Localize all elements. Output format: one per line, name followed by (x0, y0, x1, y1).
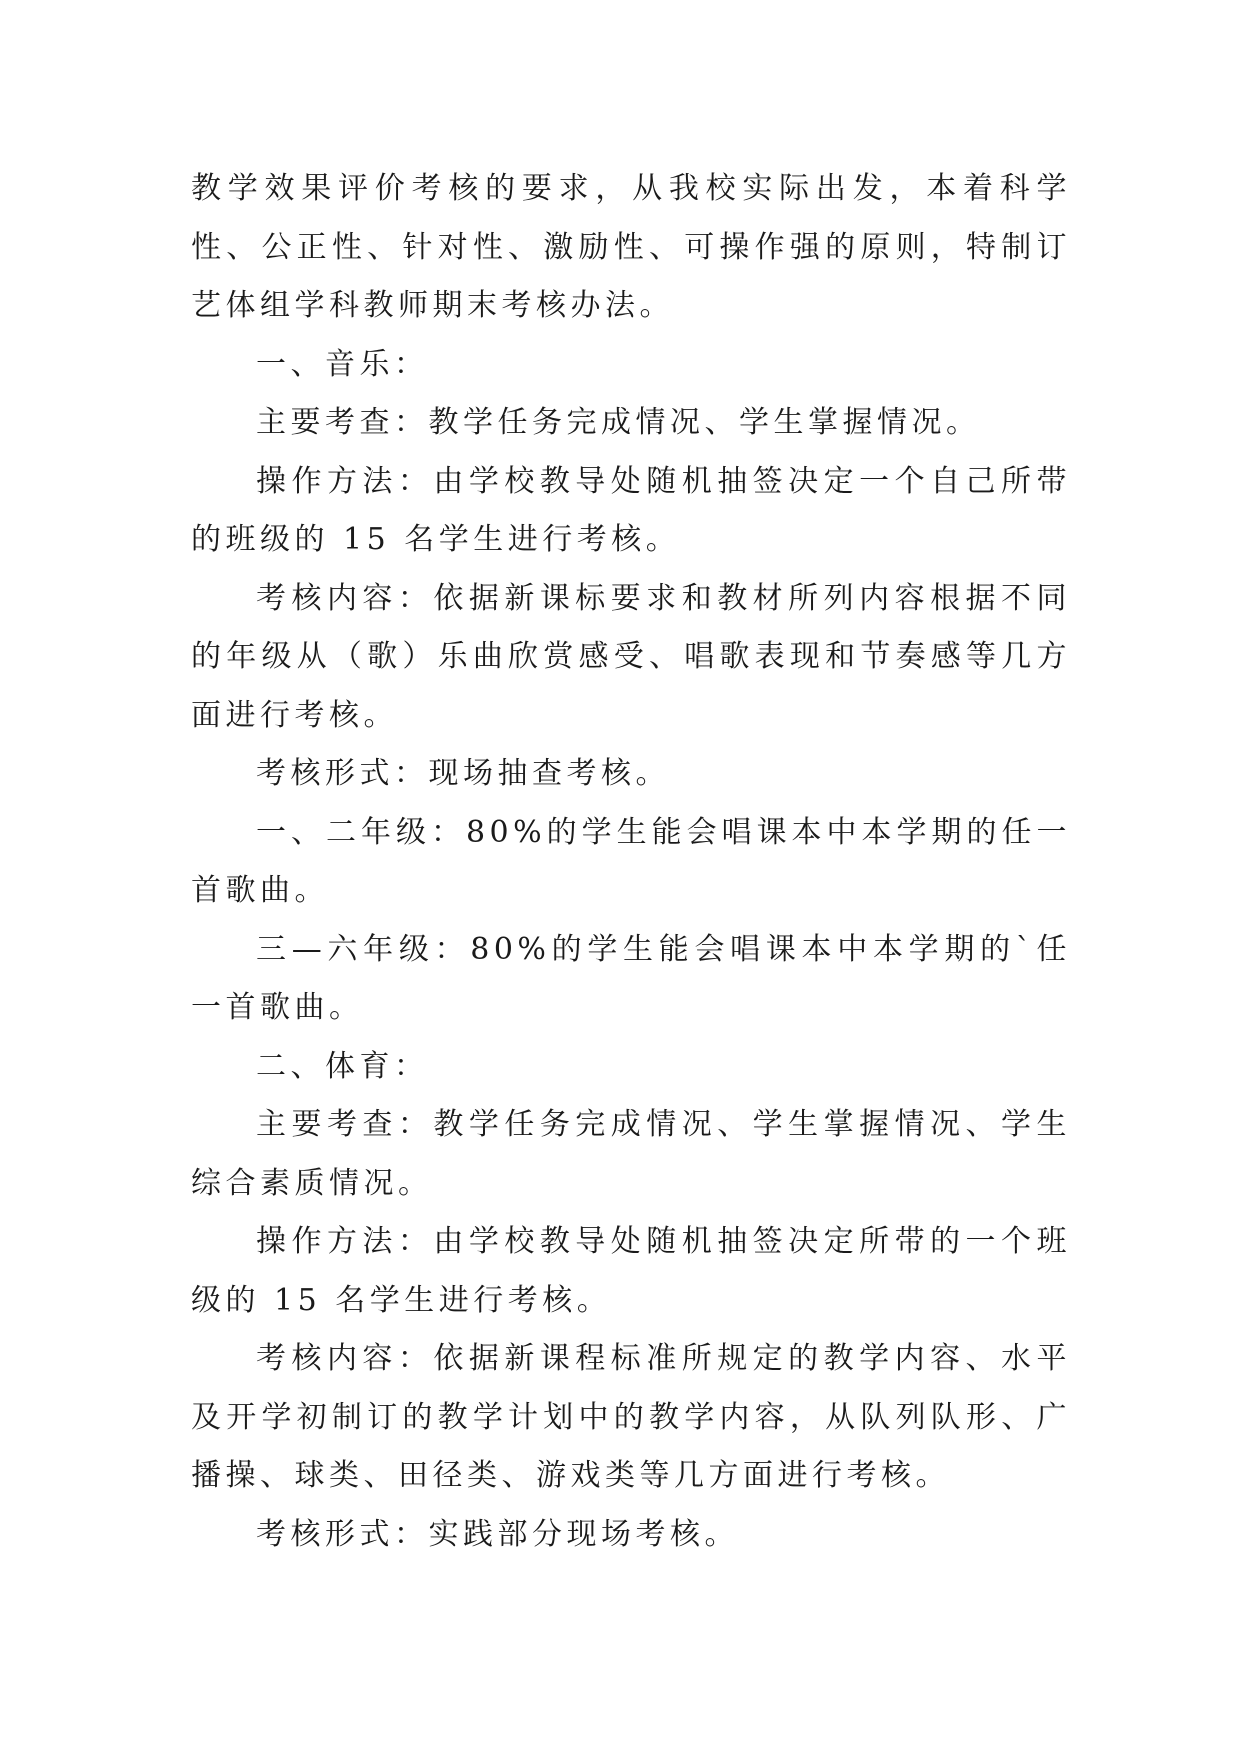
paragraph-music-content: 考核内容：依据新课标要求和教材所列内容根据不同的年级从（歌）乐曲欣赏感受、唱歌表现和节奏感等几方面进行考核。 (191, 580, 1071, 733)
paragraph-music-form: 考核形式：现场抽查考核。 (256, 756, 670, 791)
paragraph-pe-content: 考核内容：依据新课程标准所规定的教学内容、水平及开学初制订的教学计划中的教学内容，从队列队形、广播操、球类、田径类、游戏类等几方面进行考核。 (191, 1341, 1071, 1493)
paragraph-music-grade-3-6: 三—六年级：80%的学生能会唱课本中本学期的`任一首歌曲。 (191, 931, 1071, 1025)
paragraph-pe-method: 操作方法：由学校教导处随机抽签决定所带的一个班级的 15 名学生进行考核。 (191, 1224, 1071, 1318)
document-body (191, 160, 1071, 1564)
section-heading-pe: 二、体育： (256, 1048, 429, 1084)
paragraph-music-grade-1-2: 一、二年级：80%的学生能会唱课本中本学期的任一首歌曲。 (191, 814, 1071, 908)
section-heading-music: 一、音乐： (256, 346, 429, 382)
paragraph-music-method: 操作方法：由学校教导处随机抽签决定一个自己所带的班级的 15 名学生进行考核。 (191, 463, 1071, 557)
paragraph-music-main-check: 主要考查：教学任务完成情况、学生掌握情况。 (256, 405, 981, 440)
paragraph-pe-form: 考核形式：实践部分现场考核。 (256, 1516, 739, 1552)
paragraph-intro: 教学效果评价考核的要求，从我校实际出发，本着科学性、公正性、针对性、激励性、可操作强的原则，特制订艺体组学科教师期末考核办法。 (191, 171, 1071, 323)
paragraph-pe-main-check: 主要考查：教学任务完成情况、学生掌握情况、学生综合素质情况。 (191, 1107, 1071, 1201)
